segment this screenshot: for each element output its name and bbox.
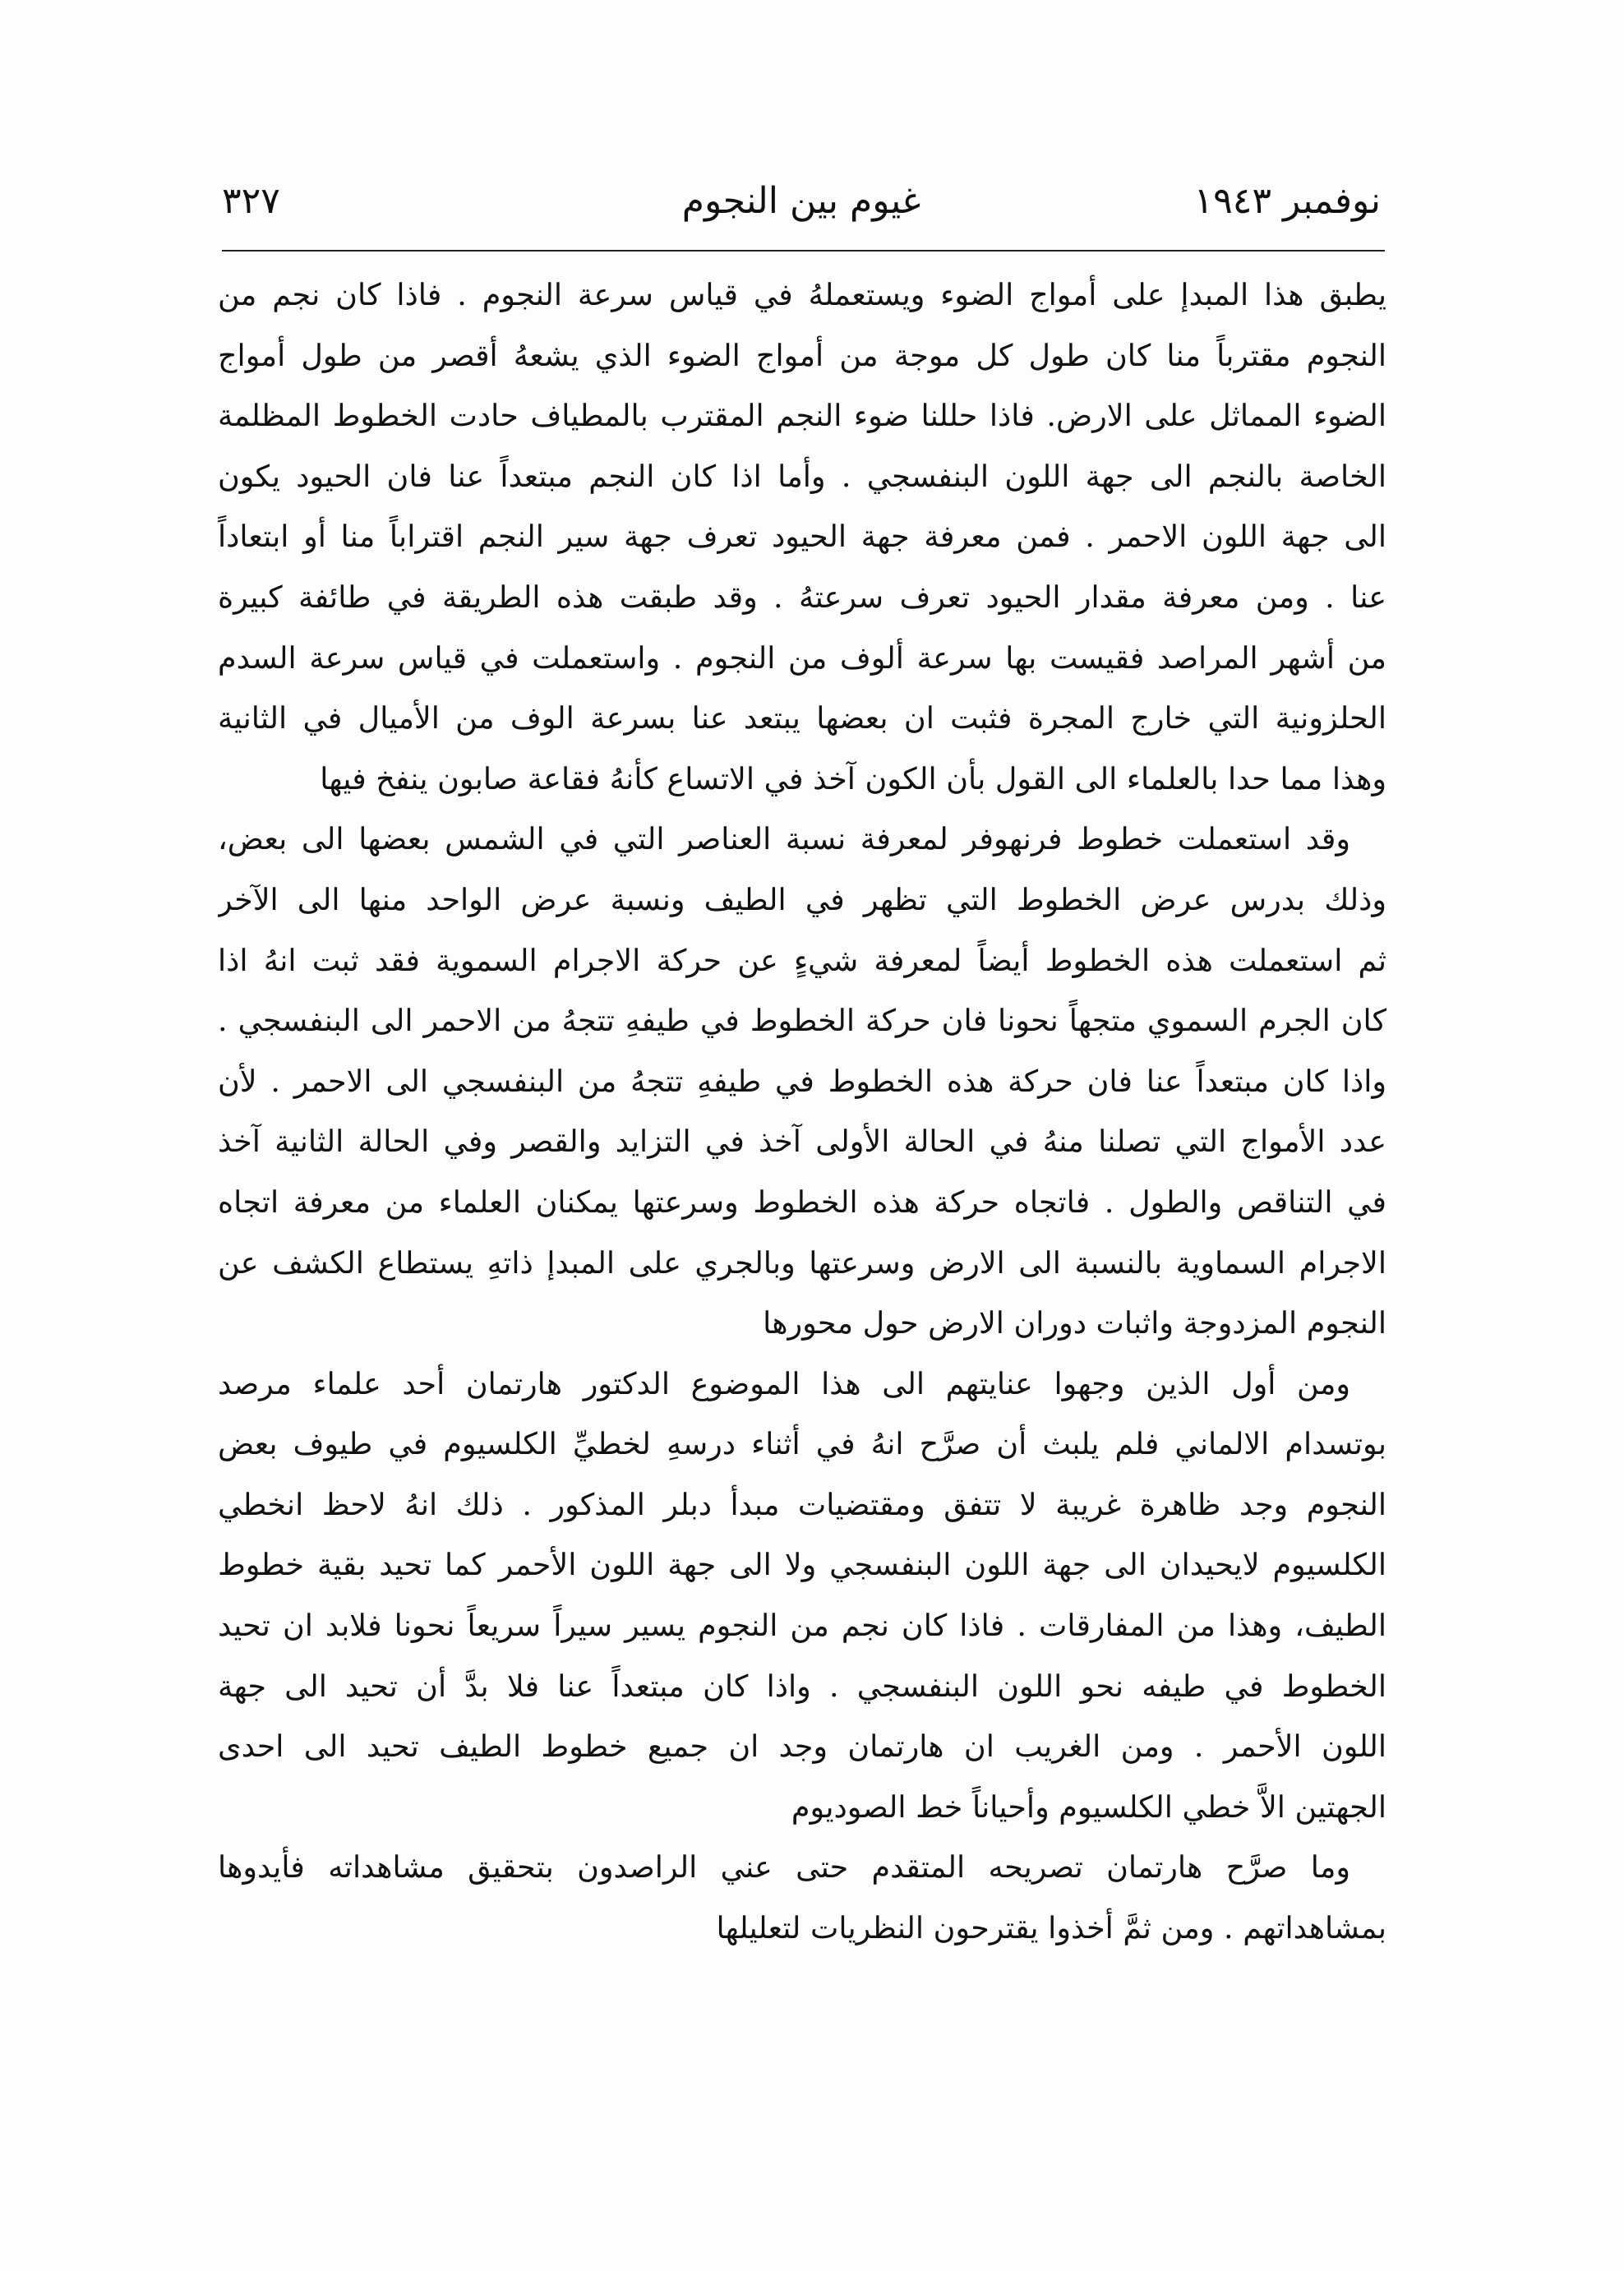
text-line: الاجرام السماوية بالنسبة الى الارض وسرعتها وبالجري على المبدإ ذاتهِ يستطاع الكشف عن — [218, 1244, 1386, 1281]
text-line: ومن أول الذين وجهوا عنايتهم الى هذا الموضوع الدكتور هارتمان أحد علماء مرصد — [218, 1365, 1350, 1401]
header-rule — [222, 250, 1385, 252]
running-title: غيوم بين النجوم — [681, 180, 921, 222]
text-line: وقد استعملت خطوط فرنهوفر لمعرفة نسبة العناصر التي في الشمس بعضها الى بعض، — [218, 821, 1350, 857]
page-header — [222, 168, 1381, 234]
text-line: وهذا مما حدا بالعلماء الى القول بأن الكون آخذ في الاتساع كأنهُ فقاعة صابون ينفخ فيها — [320, 760, 1386, 796]
text-line: الضوء المماثل على الارض. فاذا حللنا ضوء النجم المقترب بالمطياف حادت الخطوط المظلمة — [218, 398, 1386, 434]
text-line: الحلزونية التي خارج المجرة فثبت ان بعضها يبتعد عنا بسرعة الوف من الأميال في الثانية — [218, 700, 1386, 736]
text-line: النجوم وجد ظاهرة غريبة لا تتفق ومقتضيات مبدأ دبلر المذكور . ذلك انهُ لاحظ انخطي — [218, 1486, 1386, 1522]
text-line: وذلك بدرس عرض الخطوط التي تظهر في الطيف ونسبة عرض الواحد منها الى الآخر — [218, 881, 1386, 917]
text-line: كان الجرم السموي متجهاً نحونا فان حركة الخطوط في طيفهِ تتجهُ من الاحمر الى البنفسجي . — [218, 1003, 1386, 1039]
text-line: الى جهة اللون الاحمر . فمن معرفة جهة الحيود تعرف جهة سير النجم اقتراباً منا أو ابتعاداً — [218, 519, 1386, 555]
text-line: اللون الأحمر . ومن الغريب ان هارتمان وجد ان جميع خطوط الطيف تحيد الى احدى — [218, 1729, 1386, 1765]
text-line: الخطوط في طيفه نحو اللون البنفسجي . واذا كان مبتعداً عنا فلا بدَّ أن تحيد الى جهة — [218, 1668, 1386, 1704]
text-line: عدد الأمواج التي تصلنا منهُ في الحالة الأولى آخذ في التزايد والقصر وفي الحالة الثانية آخذ — [218, 1124, 1386, 1160]
text-line: النجوم المزدوجة واثبات دوران الارض حول محورها — [763, 1305, 1386, 1341]
page-number: ٣٢٧ — [222, 180, 280, 222]
text-line: في التناقص والطول . فاتجاه حركة هذه الخطوط وسرعتها يمكنان العلماء من معرفة اتجاه — [218, 1184, 1386, 1220]
text-line: النجوم مقترباً منا كان طول كل موجة من أمواج الضوء الذي يشعهُ أقصر من طول أمواج — [218, 337, 1386, 373]
text-line: وما صرَّح هارتمان تصريحه المتقدم حتى عني الراصدون بتحقيق مشاهداته فأيدوها — [218, 1849, 1350, 1886]
text-line: بوتسدام الالماني فلم يلبث أن صرَّح انهُ في أثناء درسهِ لخطيِّ الكلسيوم في طيوف بعض — [218, 1426, 1386, 1462]
body-text — [218, 265, 1386, 1959]
text-line: يطبق هذا المبدإ على أمواج الضوء ويستعملهُ في قياس سرعة النجوم . فاذا كان نجم من — [218, 277, 1386, 312]
text-line: الخاصة بالنجم الى جهة اللون البنفسجي . وأما اذا كان النجم مبتعداً عنا فان الحيود يكون — [218, 458, 1386, 494]
text-line: بمشاهداتهم . ومن ثمَّ أخذوا يقترحون النظريات لتعليلها — [716, 1910, 1386, 1946]
text-line: واذا كان مبتعداً عنا فان حركة هذه الخطوط في طيفهِ تتجهُ من البنفسجي الى الاحمر . لأن — [218, 1063, 1386, 1099]
text-line: الطيف، وهذا من المفارقات . فاذا كان نجم من النجوم يسير سيراً سريعاً نحونا فلابد ان تحيد — [218, 1608, 1386, 1644]
text-line: من أشهر المراصد فقيست بها سرعة ألوف من النجوم . واستعملت في قياس سرعة السدم — [218, 639, 1386, 676]
text-line: الكلسيوم لايحيدان الى جهة اللون البنفسجي ولا الى جهة اللون الأحمر كما تحيد بقية خطوط — [218, 1547, 1386, 1583]
header-date: نوفمبر ١٩٤٣ — [1193, 180, 1381, 222]
text-line: عنا . ومن معرفة مقدار الحيود تعرف سرعتهُ . وقد طبقت هذه الطريقة في طائفة كبيرة — [218, 579, 1386, 615]
text-line: ثم استعملت هذه الخطوط أيضاً لمعرفة شيءٍ عن حركة الاجرام السموية فقد ثبت انهُ اذا — [218, 942, 1386, 978]
text-line: الجهتين الاَّ خطي الكلسيوم وأحياناً خط الصوديوم — [791, 1789, 1386, 1825]
